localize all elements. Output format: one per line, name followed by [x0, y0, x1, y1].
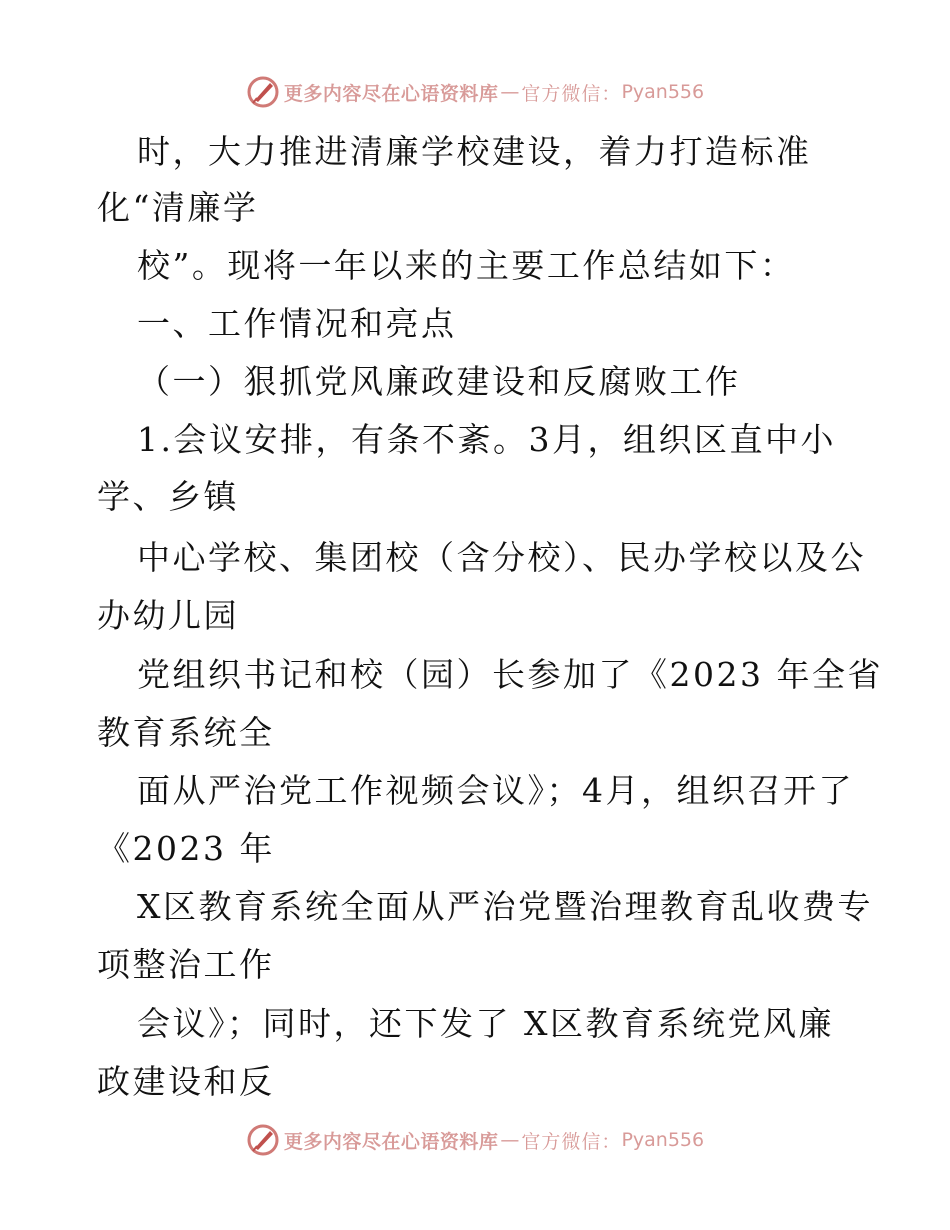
quill-logo-icon — [246, 1123, 280, 1157]
section-heading: 一、工作情况和亮点 — [137, 304, 457, 343]
watermark-label: 官方微信： — [521, 82, 622, 105]
text-line: 1.会议安排，有条不紊。3月，组织区直中小 — [137, 420, 836, 459]
watermark-label: 官方微信： — [521, 1130, 622, 1153]
text-line: X区教育系统全面从严治党暨治理教育乱收费专 — [137, 887, 873, 926]
subsection-heading: （一）狠抓党风廉政建设和反腐败工作 — [137, 362, 741, 401]
text-line: 中心学校、集团校（含分校）、民办学校以及公 — [137, 538, 866, 577]
text-line: 项整治工作 — [97, 945, 275, 984]
text-line: 会议》；同时，还下发了 X区教育系统党风廉 — [137, 1004, 834, 1043]
text-line: 党组织书记和校（园）长参加了《2023 年全省 — [137, 655, 883, 694]
header-watermark — [0, 72, 950, 112]
text-line: 面从严治党工作视频会议》；4月，组织召开了 — [137, 771, 854, 810]
text-line: 时，大力推进清廉学校建设，着力打造标准 — [137, 132, 812, 171]
text-line: 校”。现将一年以来的主要工作总结如下： — [137, 246, 796, 285]
quill-logo-icon — [246, 75, 280, 109]
watermark-dash: — — [500, 81, 520, 103]
text-line: 办幼儿园 — [97, 596, 239, 635]
watermark-main-text: 更多内容尽在心语资料库 — [283, 82, 499, 105]
text-line: 政建设和反 — [97, 1062, 275, 1101]
text-line: 教育系统全 — [97, 713, 275, 752]
watermark-dash: — — [500, 1129, 520, 1151]
text-line: 学、乡镇 — [97, 477, 239, 516]
watermark-code: Pyan556 — [621, 81, 705, 103]
text-line: 《2023 年 — [97, 829, 275, 868]
text-line: 化“清廉学 — [97, 188, 259, 227]
watermark-main-text: 更多内容尽在心语资料库 — [283, 1130, 499, 1153]
footer-watermark — [0, 1120, 950, 1160]
watermark-code: Pyan556 — [621, 1129, 705, 1151]
